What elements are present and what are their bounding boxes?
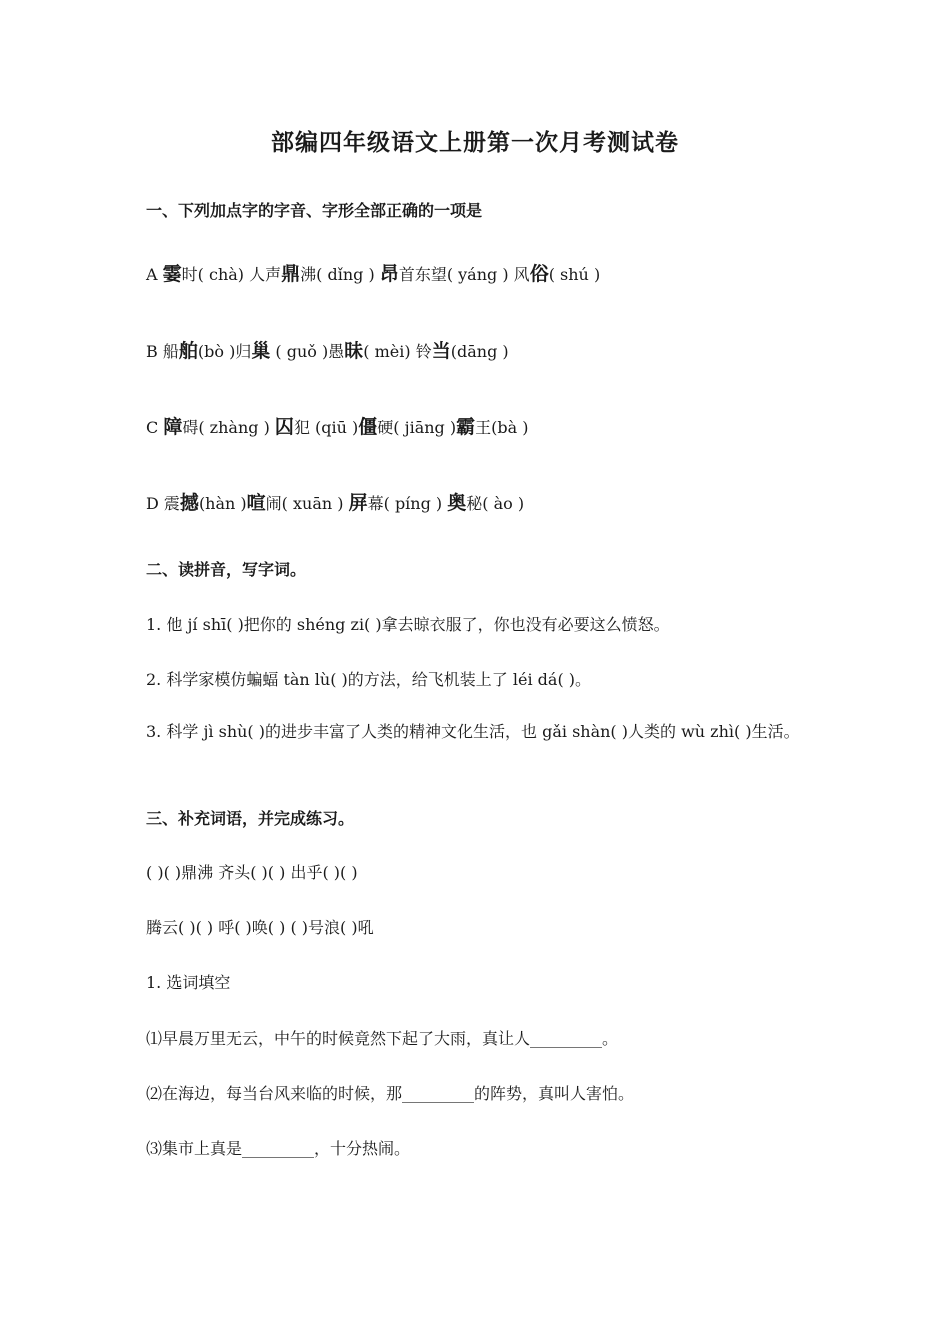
option-text: D 震 xyxy=(146,494,180,513)
option-c xyxy=(146,412,528,439)
option-text: 犯 (qiū ) xyxy=(293,418,359,437)
dotted-char: 霎 xyxy=(162,263,182,285)
option-text: 沸( dǐng ) xyxy=(300,265,380,284)
option-text: 王(bà ) xyxy=(475,418,529,437)
option-text: (dāng ) xyxy=(450,342,509,361)
dotted-char: 喧 xyxy=(246,492,266,514)
option-text: 首东望( yáng ) 风 xyxy=(398,265,530,284)
idiom-row-1: ( )( )鼎沸 齐头( )( ) 出乎( )( ) xyxy=(146,863,358,882)
option-d xyxy=(146,488,524,515)
fill-blank-3: ⑶集市上真是_________，十分热闹。 xyxy=(146,1139,411,1158)
option-b xyxy=(146,336,509,363)
dotted-char: 霸 xyxy=(456,416,476,438)
question-1: 1. 他 jí shī( )把你的 shéng zi( )拿去晾衣服了，你也没有必要这么愤怒。 xyxy=(146,615,670,634)
dotted-char: 当 xyxy=(431,340,451,362)
option-text: 时( chà) 人声 xyxy=(181,265,282,284)
option-a xyxy=(146,259,600,286)
dotted-char: 昂 xyxy=(379,263,399,285)
option-text: ( shú ) xyxy=(548,265,601,284)
question-2: 2. 科学家模仿蝙蝠 tàn lù( )的方法，给飞机装上了 léi dá( )。 xyxy=(146,670,592,689)
option-text: 幕( píng ) xyxy=(367,494,448,513)
dotted-char: 撼 xyxy=(179,492,199,514)
question-3: 3. 科学 jì shù( )的进步丰富了人类的精神文化生活，也 gǎi shàn( )人类的 wù zhì( )生活。 xyxy=(146,722,800,741)
option-text: (bò )归 xyxy=(197,342,252,361)
option-text: A xyxy=(146,265,163,284)
dotted-char: 俗 xyxy=(529,263,549,285)
dotted-char: 昧 xyxy=(344,340,364,362)
dotted-char: 舶 xyxy=(178,340,198,362)
option-text: B 船 xyxy=(146,342,179,361)
option-text: 碍( zhàng ) xyxy=(182,418,275,437)
dotted-char: 鼎 xyxy=(281,263,301,285)
option-text: ( mèi) 铃 xyxy=(363,342,432,361)
dotted-char: 僵 xyxy=(358,416,378,438)
fill-blank-1: ⑴早晨万里无云，中午的时候竟然下起了大雨，真让人_________。 xyxy=(146,1029,619,1048)
dotted-char: 奥 xyxy=(447,492,467,514)
sub-question-1: 1. 选词填空 xyxy=(146,973,231,992)
dotted-char: 障 xyxy=(163,416,183,438)
option-text: (hàn ) xyxy=(198,494,247,513)
idiom-row-2: 腾云( )( ) 呼( )唤( ) ( )号浪( )吼 xyxy=(146,918,374,937)
option-text: ( guǒ )愚 xyxy=(270,342,345,361)
section1-heading: 一、下列加点字的字音、字形全部正确的一项是 xyxy=(146,201,483,220)
dotted-char: 囚 xyxy=(274,416,294,438)
option-text: 闹( xuān ) xyxy=(265,494,349,513)
fill-blank-2: ⑵在海边，每当台风来临的时候，那_________的阵势，真叫人害怕。 xyxy=(146,1084,635,1103)
option-text: 硬( jiāng ) xyxy=(377,418,457,437)
option-text: C xyxy=(146,418,164,437)
section2-heading: 二、读拼音，写字词。 xyxy=(146,560,307,579)
page-title: 部编四年级语文上册第一次月考测试卷 xyxy=(271,130,679,156)
option-text: 秘( ào ) xyxy=(466,494,525,513)
dotted-char: 巢 xyxy=(251,340,271,362)
section3-heading: 三、补充词语，并完成练习。 xyxy=(146,809,355,828)
dotted-char: 屏 xyxy=(348,492,368,514)
